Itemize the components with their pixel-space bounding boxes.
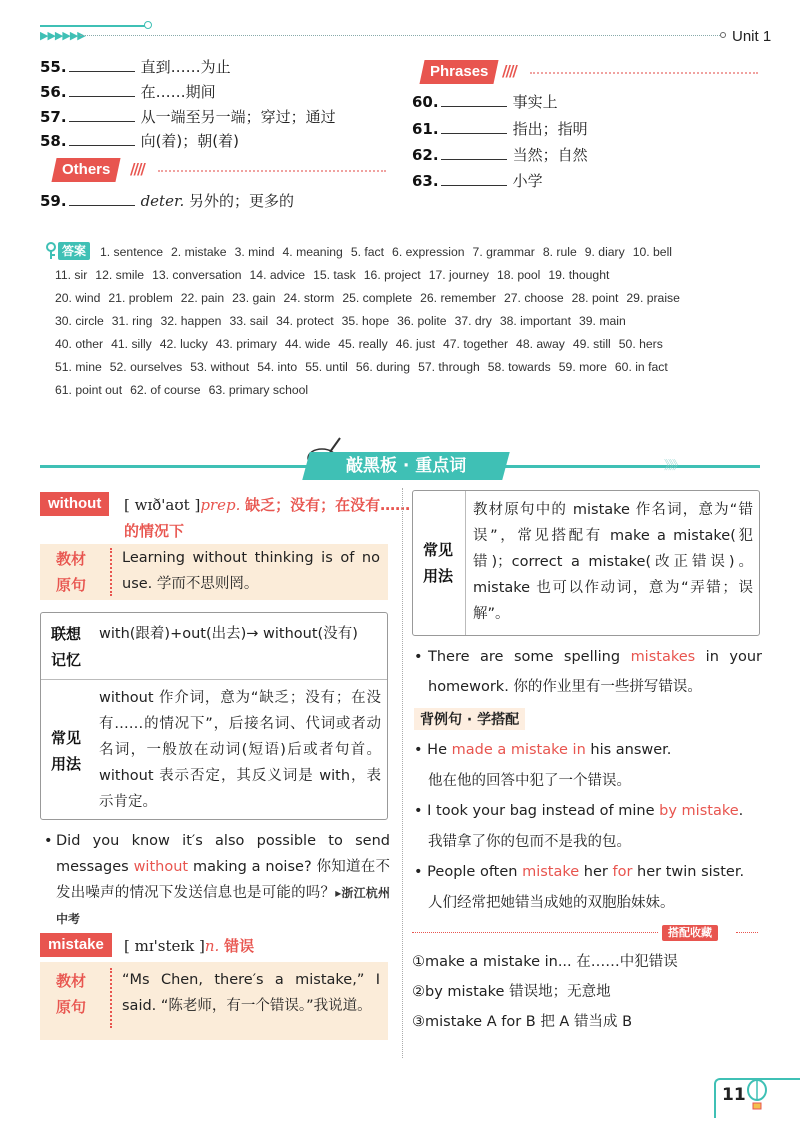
usage-label: 常见 用法 (51, 729, 82, 773)
without-phonetic (124, 494, 410, 515)
others-dotted-line (158, 170, 386, 172)
answer-item: 18. pool (497, 268, 541, 282)
vocab-item-56 (40, 81, 216, 103)
divider (110, 548, 112, 596)
answer-item: 48. away (516, 337, 565, 351)
answer-item: 60. in fact (614, 360, 668, 374)
phrase-item-60 (412, 91, 558, 113)
answer-item: 5. fact (350, 245, 385, 259)
answer-item: 30. circle (55, 314, 104, 328)
vocab-meaning: 在……期间 (140, 83, 216, 101)
answer-item: 11. sir (55, 268, 88, 282)
answer-blank[interactable] (441, 93, 507, 107)
collocation-1: ①make a mistake in... 在……中犯错误 (412, 954, 678, 970)
answer-item: 36. polite (397, 314, 447, 328)
mistake-example-2: • He made a mistake in his answer. (414, 742, 672, 758)
answer-item: 28. point (571, 291, 619, 305)
collocation-2: ②by mistake 错误地；无意地 (412, 984, 611, 1000)
answer-item: 38. important (499, 314, 571, 328)
phrases-label: Phrases (419, 60, 498, 84)
header-dotted-line (80, 35, 720, 36)
answer-item: 1. sentence (100, 245, 164, 259)
vocab-number: 55. (40, 58, 67, 76)
key-icon (44, 242, 58, 260)
answer-line-5 (55, 333, 671, 356)
textbook-sentence: “Ms Chen, there′s a mistake,” I said. “陈老师，有一个错误。”我说道。 (122, 972, 380, 1014)
answer-item: 45. really (338, 337, 388, 351)
meaning-text: 错误 (224, 937, 255, 955)
mistake-example-3: • I took your bag instead of mine by mistake. (414, 803, 744, 819)
answer-item: 46. just (395, 337, 435, 351)
answer-blank[interactable] (69, 192, 135, 206)
answer-item: 16. project (363, 268, 421, 282)
answer-item: 54. into (257, 360, 298, 374)
phrases-stripes: //// (502, 62, 516, 80)
answer-line-2 (55, 264, 617, 287)
answer-item: 43. primary (215, 337, 277, 351)
answer-item: 15. task (313, 268, 356, 282)
header-dot (720, 32, 726, 38)
answer-blank[interactable] (69, 108, 135, 122)
answer-item: 4. meaning (282, 245, 343, 259)
answer-line-6 (55, 356, 676, 379)
answer-item: 3. mind (234, 245, 275, 259)
answer-item: 58. towards (487, 360, 551, 374)
meaning-text-cont: 的情况下 (124, 522, 185, 540)
answer-item: 49. still (572, 337, 611, 351)
answer-item: 31. ring (111, 314, 153, 328)
answer-line-1 (100, 241, 680, 264)
mistake-example-1: • There are some spelling mistakes in your homework. 你的作业里有一些拼写错误。 (414, 649, 762, 695)
answer-item: 62. of course (130, 383, 201, 397)
mistake-example-2-cn: 他在他的回答中犯了一个错误。 (428, 773, 631, 789)
vocab-item-59 (40, 190, 294, 212)
collect-dotted-line-end (736, 932, 758, 933)
answer-item: 27. choose (503, 291, 564, 305)
phonetic-text: [ wɪð'aʊt ] (124, 496, 201, 514)
textbook-sentence: Learning without thinking is of no use. 学而不思则罔。 (122, 550, 380, 592)
answer-item: 29. praise (626, 291, 680, 305)
answer-item: 19. thought (548, 268, 610, 282)
vocab-meaning: 从一端至另一端；穿过；通过 (140, 108, 336, 126)
answer-line-3 (55, 287, 688, 310)
phrases-dotted-line (530, 72, 758, 74)
vocab-meaning: 直到……为止 (140, 58, 231, 76)
frame-divider (41, 679, 387, 680)
part-of-speech: deter. (140, 192, 185, 210)
vocab-meaning: 小学 (512, 172, 543, 190)
textbook-label: 教材 原句 (56, 550, 87, 594)
phrase-item-63 (412, 170, 543, 192)
vocab-meaning: 向(着)；朝(着) (140, 132, 239, 150)
mistake-phonetic (124, 935, 254, 956)
answer-item: 63. primary school (208, 383, 309, 397)
answer-item: 42. lucky (159, 337, 208, 351)
answer-blank[interactable] (69, 132, 135, 146)
answer-item: 12. smile (95, 268, 145, 282)
without-notes-frame (40, 612, 388, 820)
answer-item: 23. gain (232, 291, 276, 305)
mistake-example-4: • People often mistake her for her twin sister. (414, 864, 745, 880)
collect-label: 搭配收藏 (662, 925, 718, 941)
answer-blank[interactable] (69, 83, 135, 97)
answer-item: 10. bell (632, 245, 673, 259)
balloon-icon (746, 1080, 768, 1110)
vocab-meaning: 指出；指明 (512, 120, 588, 138)
answer-label: 答案 (58, 242, 90, 260)
mistake-textbook-box (40, 962, 388, 1040)
textbook-label: 教材 原句 (56, 972, 87, 1016)
answer-item: 50. hers (618, 337, 663, 351)
mistake-example-4-cn: 人们经常把她错当成她的双胞胎妹妹。 (428, 895, 675, 911)
column-divider (402, 488, 403, 1058)
answer-item: 20. wind (55, 291, 101, 305)
answer-item: 59. more (558, 360, 607, 374)
answer-item: 39. main (578, 314, 626, 328)
answer-item: 61. point out (55, 383, 123, 397)
answer-item: 22. pain (180, 291, 225, 305)
vocab-number: 63. (412, 172, 439, 190)
header-arrows: ▶▶▶▶▶▶ (40, 29, 85, 42)
phonetic-text: [ mɪ'steɪk ] (124, 937, 205, 955)
answer-item: 26. remember (420, 291, 496, 305)
answer-blank[interactable] (69, 58, 135, 72)
answer-item: 33. sail (229, 314, 269, 328)
part-of-speech: prep. (200, 496, 241, 514)
usage-text: 教材原句中的 mistake 作名词，意为“错误”，常见搭配有 make a mistake(犯错)；correct a mistake(改正错误)。mistake 也可以作动词，意为“弄错；误解”。 (473, 502, 753, 622)
answer-item: 56. during (355, 360, 411, 374)
mistake-example-3-cn: 我错拿了你的包而不是我的包。 (428, 834, 631, 850)
answer-item: 25. complete (342, 291, 413, 305)
answer-line-7 (55, 379, 316, 402)
answer-item: 8. rule (542, 245, 577, 259)
vocab-meaning: 事实上 (512, 93, 558, 111)
vocab-item-55 (40, 56, 231, 78)
answer-item: 51. mine (55, 360, 102, 374)
frame-divider (465, 491, 466, 635)
answer-item: 41. silly (111, 337, 152, 351)
answer-item: 24. storm (283, 291, 335, 305)
answer-item: 35. hope (341, 314, 390, 328)
vocab-number: 60. (412, 93, 439, 111)
memory-text: with(跟着)+out(出去)→ without(没有) (99, 626, 358, 642)
example-sub-heading: 背例句 · 学搭配 (414, 708, 525, 730)
unit-label: Unit 1 (732, 28, 772, 45)
section-title: 敲黑板 · 重点词 (302, 452, 510, 480)
word-tag-mistake: mistake (40, 933, 112, 957)
vocab-meaning: 当然；自然 (512, 146, 588, 164)
without-textbook-box (40, 544, 388, 600)
answer-item: 6. expression (392, 245, 465, 259)
vocab-number: 57. (40, 108, 67, 126)
vocab-number: 58. (40, 132, 67, 150)
vocab-number: 62. (412, 146, 439, 164)
vocab-item-58 (40, 130, 239, 152)
answer-item: 7. grammar (472, 245, 535, 259)
answer-item: 9. diary (584, 245, 625, 259)
answer-item: 57. through (418, 360, 480, 374)
section-arrows: 》》》 (664, 458, 683, 472)
meaning-text: 缺乏；没有；在没有…… (245, 496, 411, 514)
answer-item: 53. without (190, 360, 250, 374)
answer-item: 37. dry (454, 314, 492, 328)
answer-blank[interactable] (441, 146, 507, 160)
header-circle (144, 21, 152, 29)
vocab-number: 59. (40, 192, 67, 210)
without-meaning-cont (124, 520, 184, 541)
answer-item: 32. happen (160, 314, 222, 328)
answer-item: 55. until (305, 360, 348, 374)
vocab-item-57 (40, 106, 336, 128)
vocab-meaning: 另外的；更多的 (189, 192, 295, 210)
usage-label: 常见 用法 (423, 541, 454, 585)
part-of-speech: n. (204, 937, 220, 955)
answer-line-4 (55, 310, 634, 333)
answer-item: 34. protect (276, 314, 334, 328)
header-accent-line (40, 25, 150, 27)
usage-text: without 作介词，意为“缺乏；没有；在没有……的情况下”，后接名词、代词或者动名词，一般放在动词(短语)后或者句首。without 表示否定，其反义词是 with，表示肯定。 (99, 690, 381, 810)
answer-item: 2. mistake (171, 245, 227, 259)
vocab-number: 56. (40, 83, 67, 101)
mistake-usage-frame (412, 490, 760, 636)
answer-item: 47. together (442, 337, 509, 351)
phrase-item-61 (412, 118, 588, 140)
others-stripes: //// (130, 160, 144, 178)
divider (110, 968, 112, 1028)
phrase-item-62 (412, 144, 588, 166)
collocation-3: ③mistake A for B 把 A 错当成 B (412, 1014, 633, 1030)
page-number: 11 (722, 1085, 746, 1105)
answer-blank[interactable] (441, 120, 507, 134)
vocab-number: 61. (412, 120, 439, 138)
word-tag-without: without (40, 492, 109, 516)
answer-blank[interactable] (441, 172, 507, 186)
answer-item: 21. problem (108, 291, 173, 305)
collect-dotted-line (412, 932, 658, 933)
answer-item: 44. wide (284, 337, 331, 351)
memory-label: 联想 记忆 (51, 625, 82, 669)
answer-item: 17. journey (428, 268, 489, 282)
others-label: Others (51, 158, 120, 182)
answer-key-badge (44, 242, 90, 260)
answer-item: 13. conversation (152, 268, 242, 282)
answer-item: 40. other (55, 337, 104, 351)
answer-item: 52. ourselves (109, 360, 183, 374)
answer-item: 14. advice (249, 268, 306, 282)
without-example: • Did you know it′s also possible to send messages without making a noise? 你知道在不发出噪声的情况下发送信息也是可能的吗？▸浙江杭州中考 (44, 833, 391, 926)
